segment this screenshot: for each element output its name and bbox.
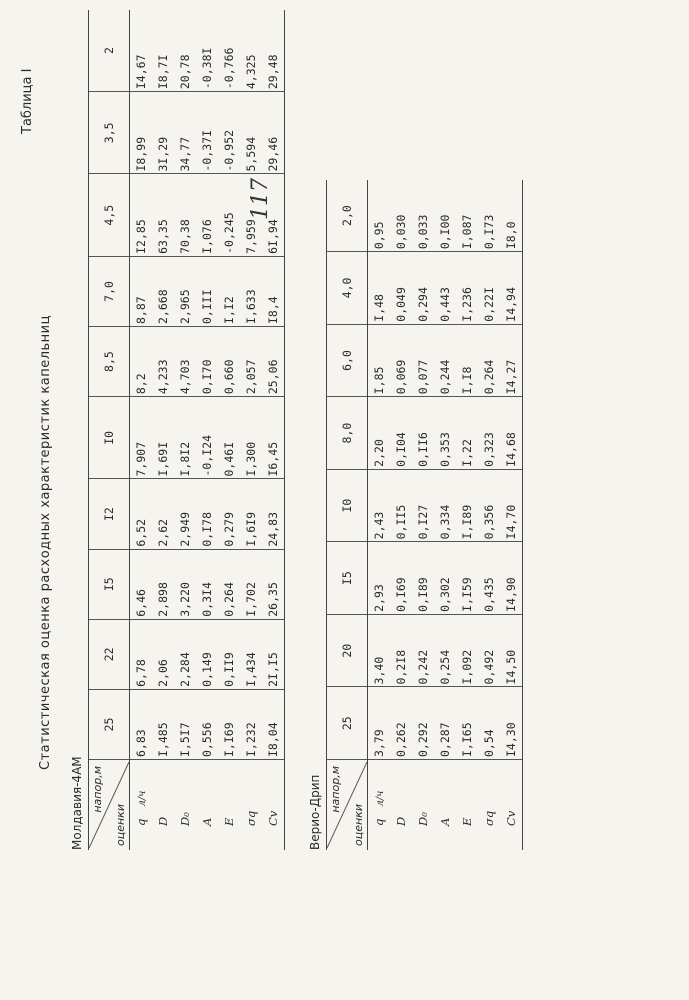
table-row — [196, 10, 218, 850]
column-header: I0 — [89, 397, 130, 479]
table-number: Таблица I — [20, 68, 35, 134]
row-symbol: σq — [244, 810, 258, 826]
table-cell: I,076 — [196, 174, 218, 256]
table-cell: 7,907 — [130, 397, 153, 479]
table-cell: 34,77 — [174, 92, 196, 174]
table-title: Статистическая оценка расходных характеристик капельниц — [38, 315, 53, 770]
column-header: 3,5 — [89, 92, 130, 174]
row-symbol: E — [222, 817, 236, 826]
table-cell: 2,93 — [368, 542, 391, 615]
table-row — [478, 180, 500, 850]
table-cell: 6,83 — [130, 689, 153, 759]
column-header: 20 — [327, 614, 368, 687]
table-cell: 0,030 — [390, 180, 412, 252]
table-cell: 3,220 — [174, 549, 196, 619]
table-cell: 0,I69 — [390, 542, 412, 615]
table-cell: 4,703 — [174, 327, 196, 397]
table-cell: 0,660 — [218, 327, 240, 397]
table-cell: I,22 — [456, 397, 478, 470]
table-cell: 25,06 — [262, 327, 285, 397]
table-cell: I8,0 — [500, 180, 523, 252]
table-cell: I,I59 — [456, 542, 478, 615]
row-label — [240, 760, 262, 851]
table-cell: 0,II6 — [412, 397, 434, 470]
table-cell: I8,4 — [262, 256, 285, 326]
table-cell: I,I65 — [456, 687, 478, 760]
table-cell: 24,83 — [262, 479, 285, 549]
table-cell: 0,069 — [390, 324, 412, 397]
row-unit — [269, 799, 280, 811]
corner-row-label: оценки — [352, 804, 365, 846]
table-cell: 0,254 — [434, 614, 456, 687]
table-cell: I,236 — [456, 252, 478, 325]
table-cell: I,I8 — [456, 324, 478, 397]
table-cell: 0,443 — [434, 252, 456, 325]
row-symbol: D — [394, 816, 408, 826]
table-cell: -0,952 — [218, 92, 240, 174]
row-symbol: σq — [482, 810, 496, 826]
table-header-row — [327, 180, 368, 850]
header-corner-cell — [327, 760, 368, 851]
row-label — [412, 760, 434, 851]
row-symbol: E — [460, 817, 474, 826]
table-cell: 5,594 — [240, 92, 262, 174]
table-cell: 63,35 — [152, 174, 174, 256]
table-cell: 2,284 — [174, 619, 196, 689]
table-cell: 0,262 — [390, 687, 412, 760]
table-cell: I4,50 — [500, 614, 523, 687]
group-label-vario-drip: Верио-Дрип — [308, 774, 322, 850]
table-cell: 6,46 — [130, 549, 153, 619]
table-cell: 0,264 — [478, 324, 500, 397]
table-cell: I,I69 — [218, 689, 240, 759]
table-cell: 2,43 — [368, 469, 391, 542]
column-header: 6,0 — [327, 324, 368, 397]
table-cell: 0,279 — [218, 479, 240, 549]
column-header: I5 — [327, 542, 368, 615]
column-header: 4,5 — [89, 174, 130, 256]
table-cell: I4,27 — [500, 324, 523, 397]
table-row — [368, 180, 391, 850]
table-cell: 0,I27 — [412, 469, 434, 542]
table-cell: 0,149 — [196, 619, 218, 689]
table-row — [218, 10, 240, 850]
table-cell: 0,353 — [434, 397, 456, 470]
table-cell: 0,033 — [412, 180, 434, 252]
row-symbol: A — [438, 817, 452, 826]
table-row — [412, 180, 434, 850]
row-unit — [507, 799, 518, 811]
table-cell: I6,45 — [262, 397, 285, 479]
table-cell: 0,I04 — [390, 397, 412, 470]
table-cell: I4,68 — [500, 397, 523, 470]
table-cell: I,6I9 — [240, 479, 262, 549]
table-cell: I,232 — [240, 689, 262, 759]
table-cell: 7,959 — [240, 174, 262, 256]
table-cell: 0,287 — [434, 687, 456, 760]
column-header: I5 — [89, 549, 130, 619]
table-cell: 2,949 — [174, 479, 196, 549]
row-symbol: D₀ — [178, 812, 192, 826]
table-cell: 0,302 — [434, 542, 456, 615]
row-unit — [441, 806, 452, 818]
group-label-moldavia: Молдавия-4АМ — [70, 756, 84, 850]
table-cell: 0,2I8 — [390, 614, 412, 687]
row-label — [500, 760, 523, 851]
table-cell: 0,3I4 — [196, 549, 218, 619]
table-cell: -0,37I — [196, 92, 218, 174]
table-cell: -0,38I — [196, 10, 218, 92]
table-cell: I,434 — [240, 619, 262, 689]
row-label — [434, 760, 456, 851]
row-unit — [247, 799, 258, 811]
table-cell: 2,20 — [368, 397, 391, 470]
row-label — [368, 760, 391, 851]
row-label — [456, 760, 478, 851]
table-cell: -0,245 — [218, 174, 240, 256]
table-cell: 0,435 — [478, 542, 500, 615]
row-symbol: Cv — [266, 810, 280, 826]
table-cell: I4,94 — [500, 252, 523, 325]
table-cell: 0,356 — [478, 469, 500, 542]
column-header: 22 — [89, 619, 130, 689]
row-label — [152, 760, 174, 851]
table-cell: 0,III — [196, 256, 218, 326]
table-cell: 0,I78 — [196, 479, 218, 549]
column-header: 8,0 — [327, 397, 368, 470]
table-cell: 0,22I — [478, 252, 500, 325]
row-unit — [463, 806, 474, 818]
table-cell: 0,46I — [218, 397, 240, 479]
table-cell: 20,78 — [174, 10, 196, 92]
table-cell: 4,233 — [152, 327, 174, 397]
table-cell: -0,766 — [218, 10, 240, 92]
table-cell: I8,04 — [262, 689, 285, 759]
table-cell: 2,668 — [152, 256, 174, 326]
corner-head-label: напор,м — [91, 766, 104, 813]
row-symbol: q — [134, 818, 148, 826]
table-cell: I8,99 — [130, 92, 153, 174]
column-header: 2,0 — [327, 180, 368, 252]
table-cell: 0,242 — [412, 614, 434, 687]
table-moldavia — [88, 10, 285, 850]
table-cell: 0,II9 — [218, 619, 240, 689]
table-cell: 0,I73 — [478, 180, 500, 252]
table-vario-drip — [326, 180, 523, 850]
table-cell: I,633 — [240, 256, 262, 326]
table-cell: -0,I24 — [196, 397, 218, 479]
table-cell: I,485 — [152, 689, 174, 759]
table-cell: I,8I2 — [174, 397, 196, 479]
table-cell: 0,077 — [412, 324, 434, 397]
table-cell: 0,I00 — [434, 180, 456, 252]
table-cell: I,087 — [456, 180, 478, 252]
table-cell: 3I,29 — [152, 92, 174, 174]
table-cell: 29,48 — [262, 10, 285, 92]
row-label — [174, 760, 196, 851]
column-header: I2 — [89, 479, 130, 549]
column-header: 8,5 — [89, 327, 130, 397]
table-cell: 70,38 — [174, 174, 196, 256]
table-cell: I,5I7 — [174, 689, 196, 759]
row-unit: л/ч — [375, 790, 386, 807]
table-cell: 2,057 — [240, 327, 262, 397]
row-symbol: A — [200, 817, 214, 826]
table-cell: 0,95 — [368, 180, 391, 252]
table-cell: I,I2 — [218, 256, 240, 326]
row-symbol: q — [372, 818, 386, 826]
table-cell: I,300 — [240, 397, 262, 479]
table-cell: 0,556 — [196, 689, 218, 759]
table-cell: 2I,I5 — [262, 619, 285, 689]
table-cell: I2,85 — [130, 174, 153, 256]
table-cell: 3,40 — [368, 614, 391, 687]
table-row — [240, 10, 262, 850]
row-symbol: D₀ — [416, 812, 430, 826]
table-cell: 3,79 — [368, 687, 391, 760]
table-cell: 0,492 — [478, 614, 500, 687]
table-cell: 0,292 — [412, 687, 434, 760]
table-row — [500, 180, 523, 850]
row-unit — [203, 806, 214, 818]
table-cell: I4,67 — [130, 10, 153, 92]
table-cell: I4,90 — [500, 542, 523, 615]
table-cell: I,48 — [368, 252, 391, 325]
table-cell: 0,264 — [218, 549, 240, 619]
row-unit: л/ч — [137, 790, 148, 807]
row-symbol: D — [156, 816, 170, 826]
page-number: 117 — [248, 178, 273, 220]
table-cell: 0,II5 — [390, 469, 412, 542]
row-label — [130, 760, 153, 851]
table-cell: 0,294 — [412, 252, 434, 325]
header-corner-cell — [89, 760, 130, 851]
column-header: 2 — [89, 10, 130, 92]
row-unit — [181, 800, 192, 812]
table-cell: 0,049 — [390, 252, 412, 325]
table-cell: I,I89 — [456, 469, 478, 542]
table-cell: 2,62 — [152, 479, 174, 549]
table-cell: 6I,94 — [262, 174, 285, 256]
corner-head-label: напор,м — [329, 766, 342, 813]
column-header: 4,0 — [327, 252, 368, 325]
table-cell: 0,I89 — [412, 542, 434, 615]
table-cell: 0,334 — [434, 469, 456, 542]
column-header: 7,0 — [89, 256, 130, 326]
row-unit — [419, 800, 430, 812]
row-label — [218, 760, 240, 851]
corner-row-label: оценки — [114, 804, 127, 846]
table-row — [152, 10, 174, 850]
row-unit — [225, 806, 236, 818]
table-cell: I8,7I — [152, 10, 174, 92]
row-unit — [159, 805, 170, 817]
row-label — [262, 760, 285, 851]
table-cell: 2,898 — [152, 549, 174, 619]
table-cell: 6,78 — [130, 619, 153, 689]
table-cell: 2,06 — [152, 619, 174, 689]
table-cell: I,702 — [240, 549, 262, 619]
table-cell: 2,965 — [174, 256, 196, 326]
table-cell: I,69I — [152, 397, 174, 479]
column-header: I0 — [327, 469, 368, 542]
row-label — [196, 760, 218, 851]
table-cell: 8,2 — [130, 327, 153, 397]
table-header-row — [89, 10, 130, 850]
table-row — [434, 180, 456, 850]
row-unit — [485, 799, 496, 811]
table-row — [390, 180, 412, 850]
table-cell: 8,87 — [130, 256, 153, 326]
table-cell: I4,30 — [500, 687, 523, 760]
column-header: 25 — [327, 687, 368, 760]
table-row — [130, 10, 153, 850]
row-symbol: Cv — [504, 810, 518, 826]
table-cell: I4,70 — [500, 469, 523, 542]
column-header: 25 — [89, 689, 130, 759]
table-row — [174, 10, 196, 850]
row-label — [478, 760, 500, 851]
table-row — [456, 180, 478, 850]
table-row — [262, 10, 285, 850]
table-cell: 0,323 — [478, 397, 500, 470]
table-cell: 26,35 — [262, 549, 285, 619]
table-cell: 0,54 — [478, 687, 500, 760]
table-cell: 29,46 — [262, 92, 285, 174]
table-cell: I,092 — [456, 614, 478, 687]
table-cell: 0,244 — [434, 324, 456, 397]
row-label — [390, 760, 412, 851]
table-cell: 6,52 — [130, 479, 153, 549]
table-cell: 4,325 — [240, 10, 262, 92]
row-unit — [397, 805, 408, 817]
table-cell: 0,I70 — [196, 327, 218, 397]
table-cell: I,85 — [368, 324, 391, 397]
